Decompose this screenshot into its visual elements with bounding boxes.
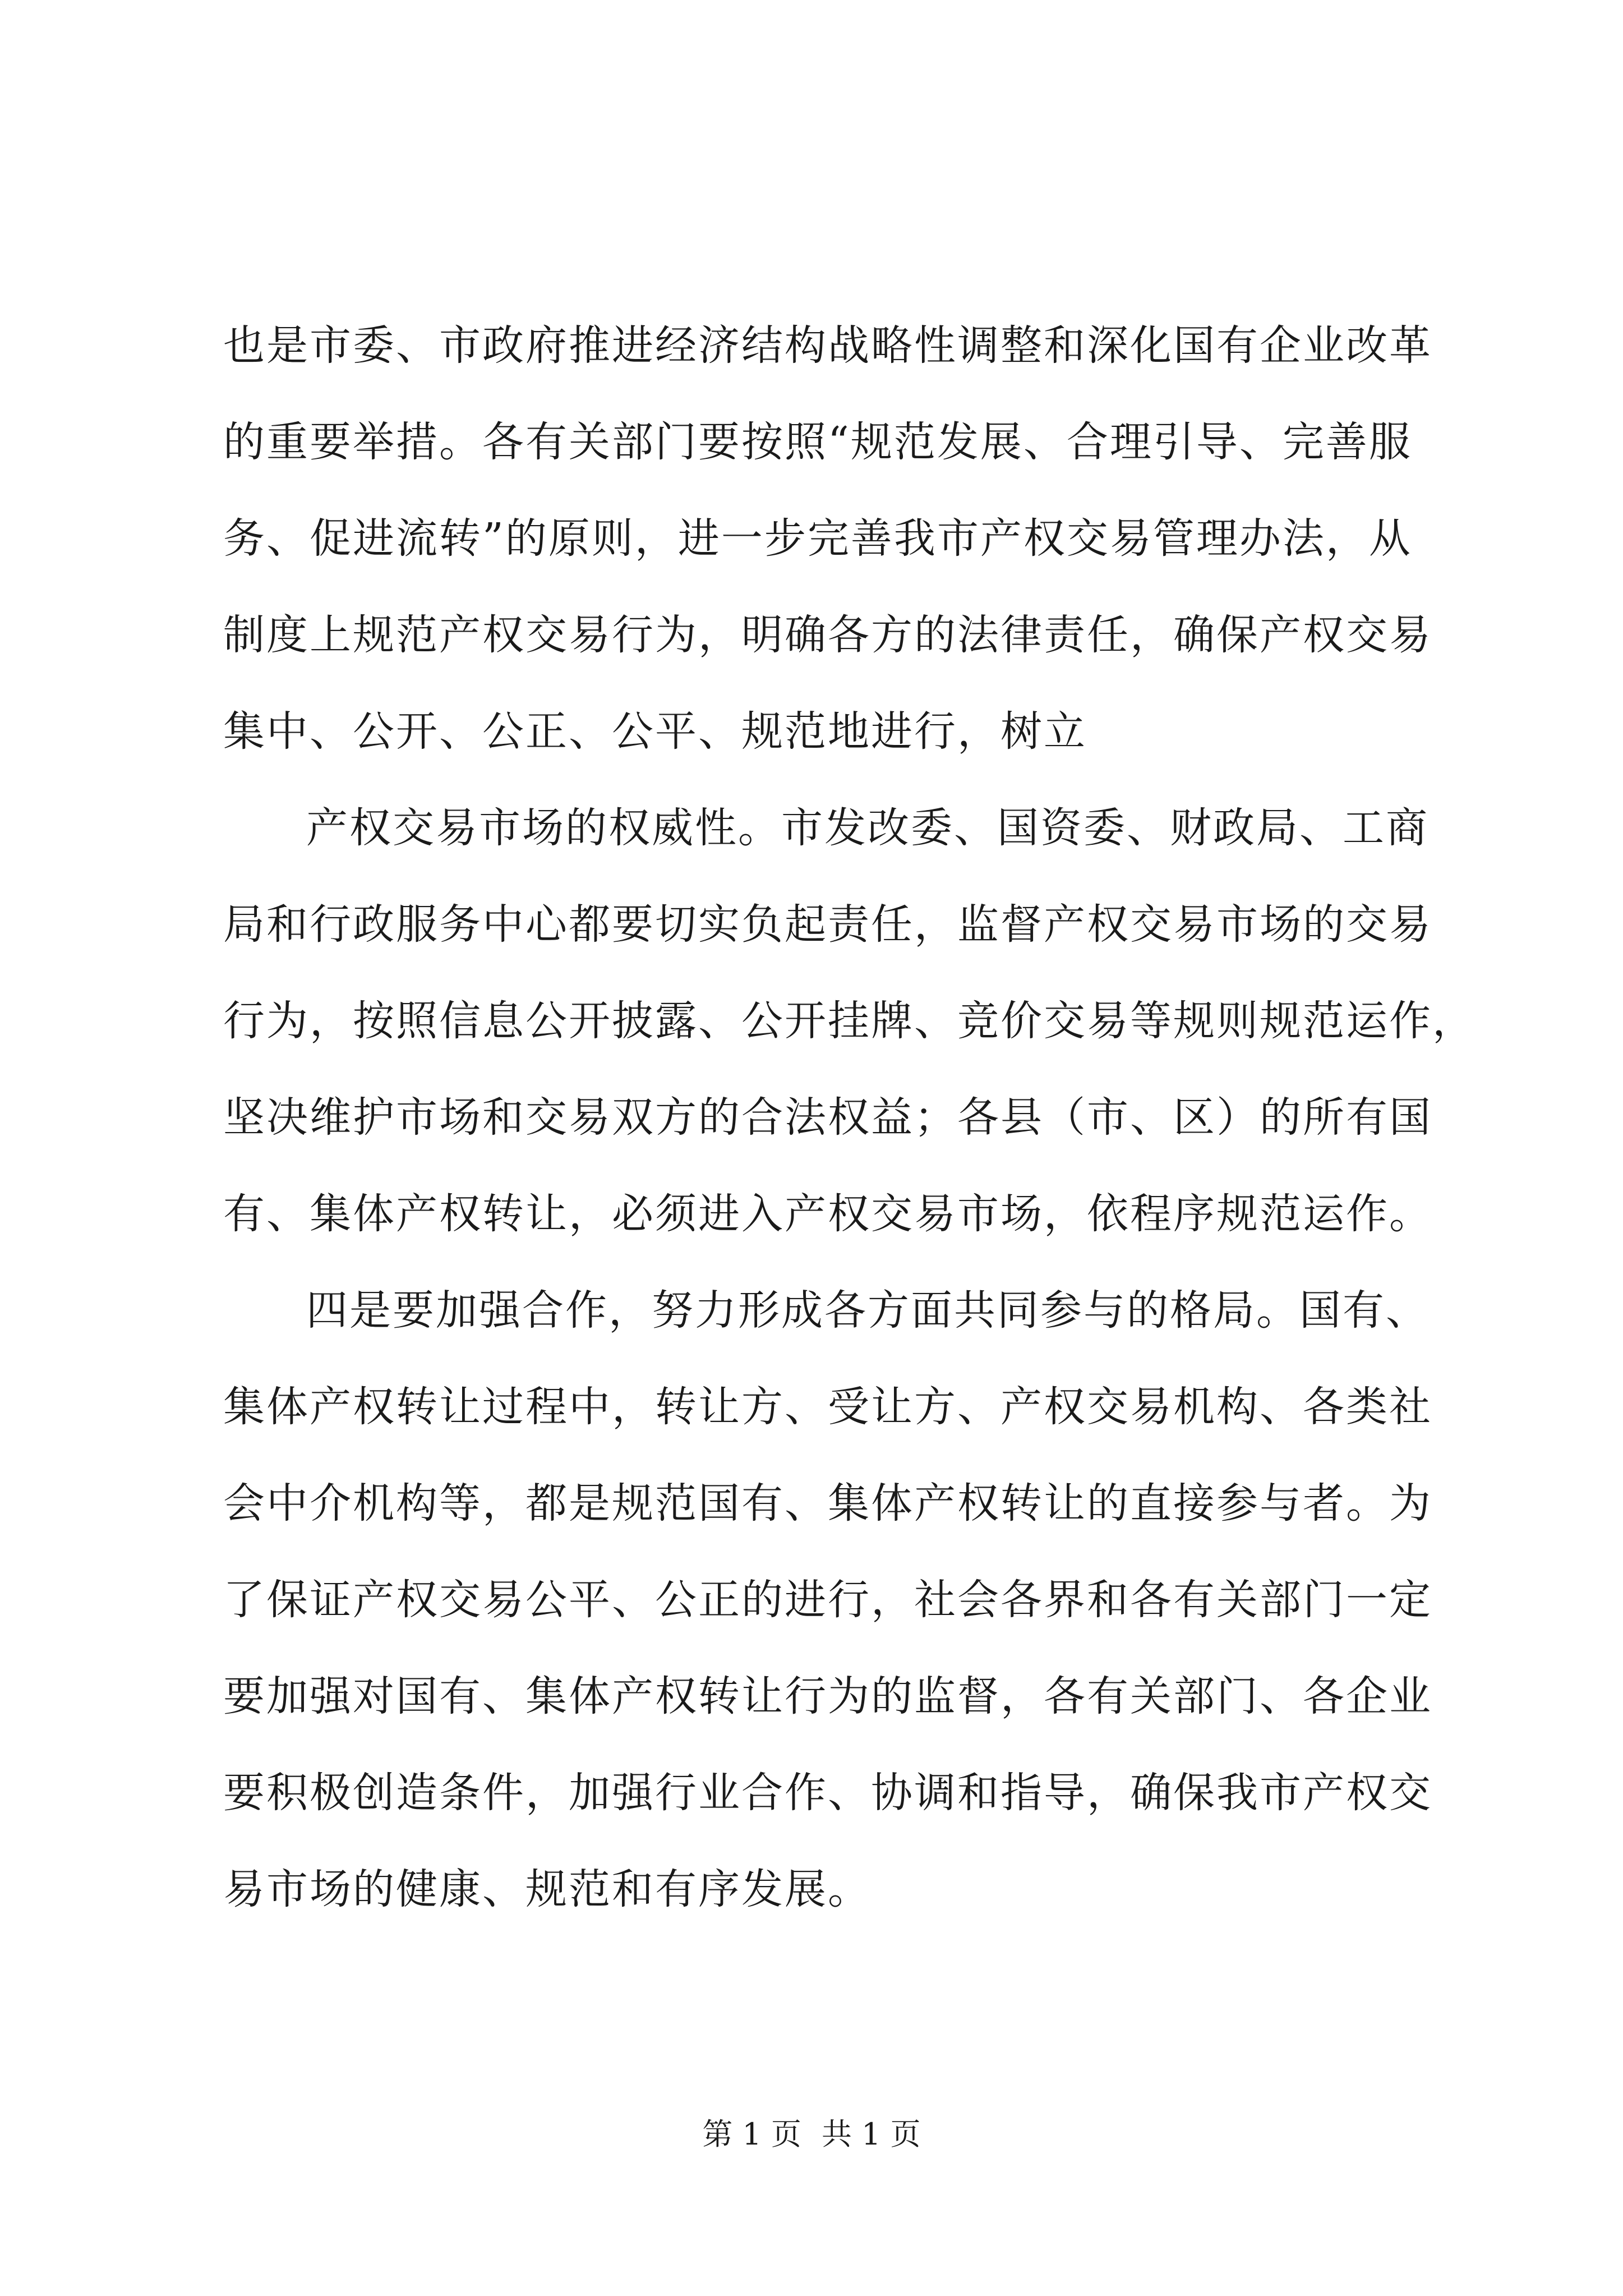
text-line: 坚决维护市场和交易双方的合法权益；各县（市、区）的所有国	[223, 1093, 1432, 1142]
text-line: 制度上规范产权交易行为，明确各方的法律责任，确保产权交易	[223, 611, 1432, 659]
text-line: 有、集体产权转让，必须进入产权交易市场，依程序规范运作。	[223, 1190, 1432, 1238]
text-line: 务、促进流转”的原则，进一步完善我市产权交易管理办法，从	[223, 514, 1412, 563]
paragraph-first-line: 四是要加强合作，努力形成各方面共同参与的格局。国有、	[306, 1286, 1429, 1335]
text-line: 易市场的健康、规范和有序发展。	[223, 1865, 871, 1913]
text-line: 会中介机构等，都是规范国有、集体产权转让的直接参与者。为	[223, 1479, 1432, 1527]
text-line: 也是市委、市政府推进经济结构战略性调整和深化国有企业改革	[223, 321, 1432, 370]
page-number: 第 1 页	[702, 2116, 801, 2152]
text-line: 要加强对国有、集体产权转让行为的监督，各有关部门、各企业	[223, 1672, 1432, 1720]
paragraph-first-line: 产权交易市场的权威性。市发改委、国资委、财政局、工商	[306, 804, 1429, 852]
page-total: 共 1 页	[822, 2116, 921, 2152]
text-line: 局和行政服务中心都要切实负起责任，监督产权交易市场的交易	[223, 900, 1432, 949]
text-line: 了保证产权交易公平、公正的进行，社会各界和各有关部门一定	[223, 1576, 1432, 1624]
page-footer	[0, 2115, 1623, 2154]
body-text	[223, 297, 1476, 1938]
text-line: 的重要举措。各有关部门要按照“规范发展、合理引导、完善服	[223, 418, 1412, 466]
text-line: 集体产权转让过程中，转让方、受让方、产权交易机构、各类社	[223, 1383, 1432, 1431]
text-line: 集中、公开、公正、公平、规范地进行，树立	[223, 707, 1087, 756]
text-line: 行为，按照信息公开披露、公开挂牌、竞价交易等规则规范运作，	[223, 997, 1476, 1045]
text-line: 要积极创造条件，加强行业合作、协调和指导，确保我市产权交	[223, 1769, 1432, 1817]
